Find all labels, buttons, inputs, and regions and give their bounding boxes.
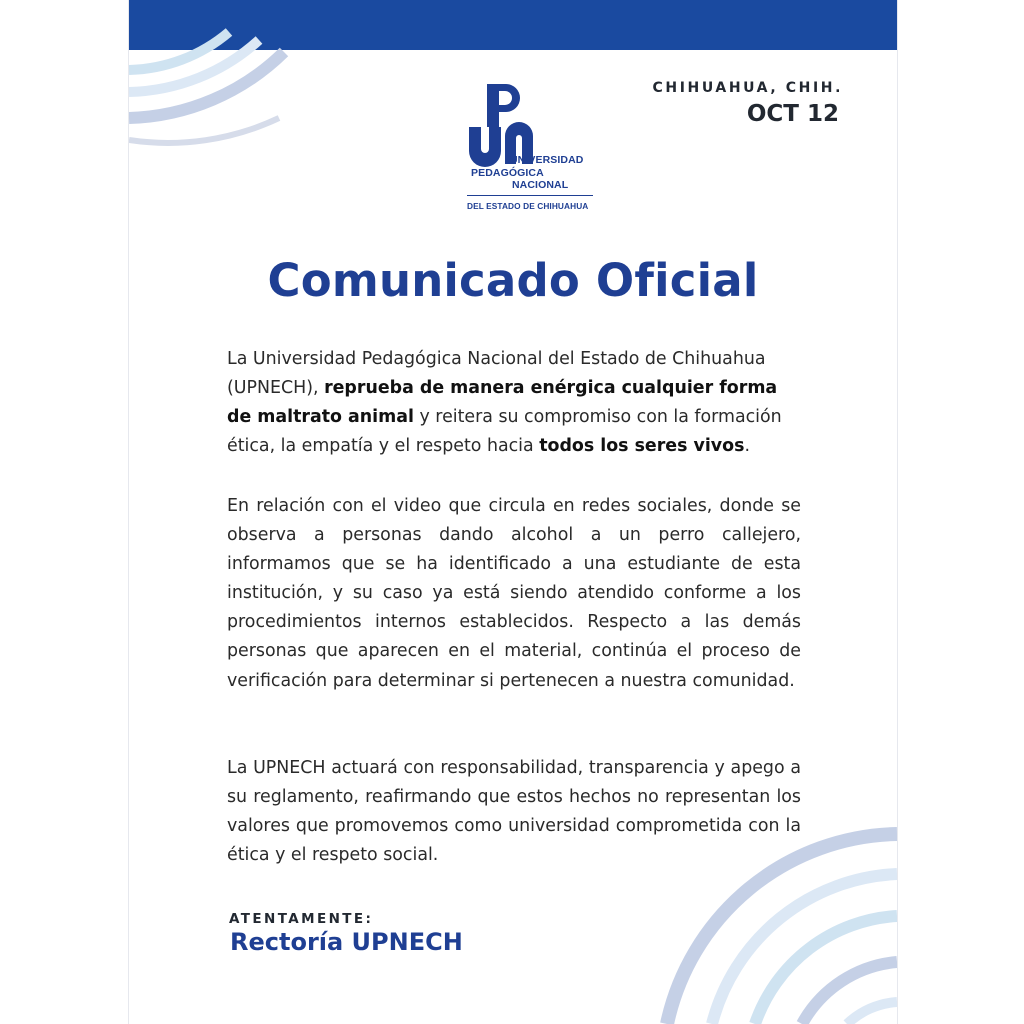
signature: Rectoría UPNECH <box>230 928 463 956</box>
date-label: OCT 12 <box>746 101 839 127</box>
paragraph-intro-text-3: . <box>744 436 750 457</box>
paragraph-incident: En relación con el video que circula en redes sociales, donde se observa a personas dando alcohol a un perro callejero, informamos que se ha identificado a una estudiante de esta institución, y su caso ya está siendo atendido conforme a los procedimientos internos establecidos. Respecto a las demás personas que aparecen en el material, continúa el proceso de verificación para determinar si pertenecen a nuestra comunidad. <box>227 496 801 691</box>
logo-divider <box>467 195 593 196</box>
document-page <box>128 0 898 1024</box>
logo-text-pedagogica: PEDAGÓGICA <box>471 167 544 179</box>
page-title: Comunicado Oficial <box>267 254 759 307</box>
paragraph-commitment: La UPNECH actuará con responsabilidad, transparencia y apego a su reglamento, reafirmando que estos hechos no representan los valores que promovemos como universidad comprometida con la ética y el respeto social. <box>227 758 801 866</box>
paragraph-intro-text-2: y reitera su compromiso con la formación ética, la empatía y el respeto hacia <box>227 407 782 457</box>
logo-text-universidad: UNIVERSIDAD <box>510 154 584 166</box>
logo-text-nacional: NACIONAL <box>512 179 569 191</box>
signoff-label: ATENTAMENTE: <box>229 911 374 927</box>
paragraph-intro-text-1: La Universidad Pedagógica Nacional del Estado de Chihuahua (UPNECH), <box>227 349 766 399</box>
decorative-arcs-top-left <box>129 0 299 150</box>
location-label: CHIHUAHUA, CHIH. <box>652 80 843 96</box>
paragraph-intro-emphasis-2: todos los seres vivos <box>539 436 745 457</box>
paragraph-intro-emphasis-1: reprueba de manera enérgica cualquier forma de maltrato animal <box>227 378 778 428</box>
university-logo <box>467 82 597 214</box>
logo-subtitle: DEL ESTADO DE CHIHUAHUA <box>467 201 589 211</box>
paragraph-intro <box>227 345 801 461</box>
